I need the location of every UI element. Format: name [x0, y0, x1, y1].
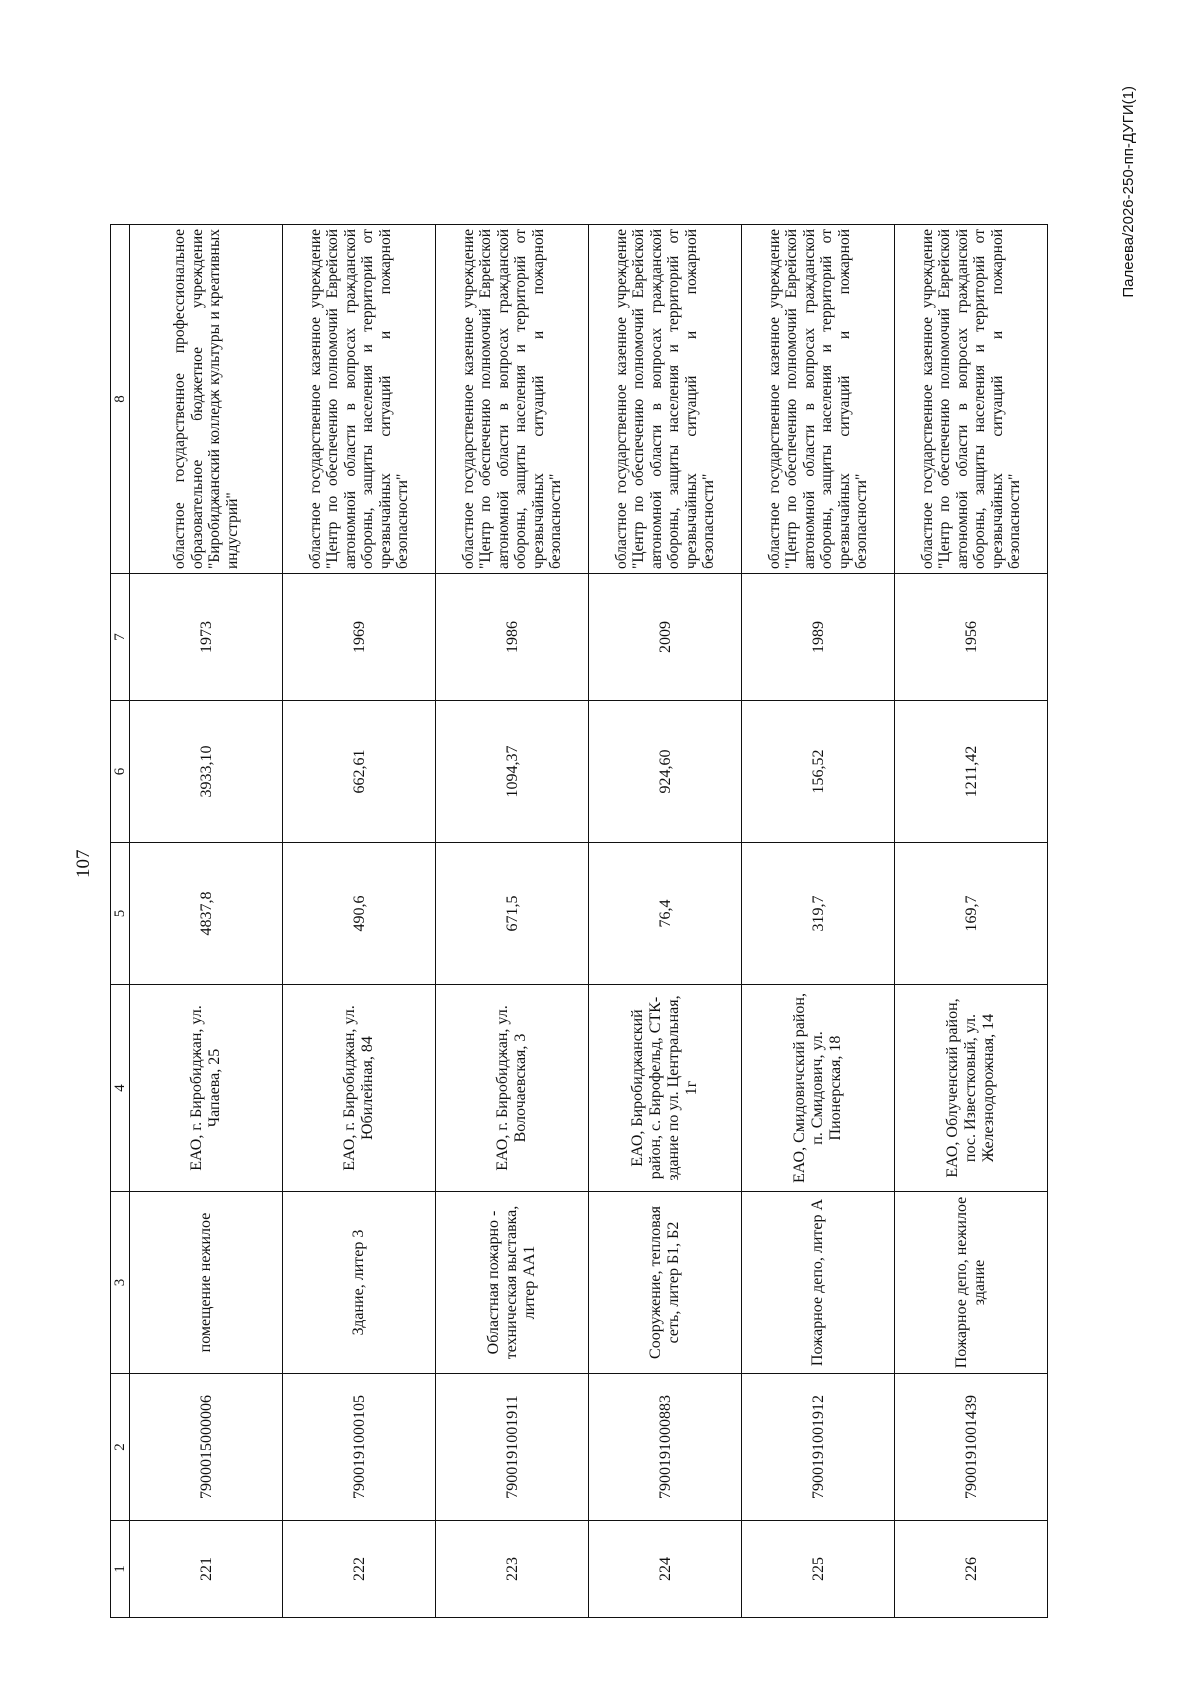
object-name-cell: Сооружение, тепловая сеть, литер Б1, Б2 [589, 1192, 742, 1374]
year-cell: 1973 [130, 574, 283, 701]
value-cell: 924,60 [589, 701, 742, 843]
row-number-cell: 221 [130, 1521, 283, 1618]
registry-code-cell: 7900191001439 [895, 1374, 1048, 1521]
rotated-page-content [65, 68, 1135, 1638]
header-cell: 8 [111, 225, 130, 574]
table-row [283, 225, 436, 1618]
header-cell: 4 [111, 985, 130, 1192]
year-cell: 1986 [436, 574, 589, 701]
year-cell: 2009 [589, 574, 742, 701]
value-cell: 1211,42 [895, 701, 1048, 843]
value-cell: 1094,37 [436, 701, 589, 843]
area-cell: 671,5 [436, 843, 589, 985]
holder-cell: областное государственное казенное учреждение "Центр по обеспечению полномочий Еврейской автономной области в вопросах гражданской обороны, защиты населения и территорий от чрезвычайных ситуаций и пожарной безопасности" [436, 225, 589, 574]
registry-code-cell: 7900015000006 [130, 1374, 283, 1521]
object-name-cell: помещение нежилое [130, 1192, 283, 1374]
row-number-cell: 223 [436, 1521, 589, 1618]
footer-document-code: Палеева/2026-250-пп-ДУГИ(1) [1120, 86, 1137, 298]
area-cell: 76,4 [589, 843, 742, 985]
property-table [110, 224, 1048, 1618]
header-cell: 2 [111, 1374, 130, 1521]
row-number-cell: 225 [742, 1521, 895, 1618]
address-cell: ЕАО, Облученский район, пос. Известковый, ул. Железнодорожная, 14 [895, 985, 1048, 1192]
row-number-cell: 222 [283, 1521, 436, 1618]
header-cell: 3 [111, 1192, 130, 1374]
address-cell: ЕАО, Смидовичский район, п. Смидович, ул. Пионерская, 18 [742, 985, 895, 1192]
holder-cell: областное государственное профессиональное образовательное бюджетное учреждение "Биробиджанский колледж культуры и креативных индустрий" [130, 225, 283, 574]
object-name-cell: Пожарное депо, литер А [742, 1192, 895, 1374]
table-row [130, 225, 283, 1618]
holder-cell: областное государственное казенное учреждение "Центр по обеспечению полномочий Еврейской автономной области в вопросах гражданской обороны, защиты населения и территорий от чрезвычайных ситуаций и пожарной безопасности" [283, 225, 436, 574]
area-cell: 4837,8 [130, 843, 283, 985]
table-header-row [111, 225, 130, 1618]
row-number-cell: 224 [589, 1521, 742, 1618]
header-cell: 5 [111, 843, 130, 985]
page-number: 107 [73, 849, 94, 878]
holder-cell: областное государственное казенное учреждение "Центр по обеспечению полномочий Еврейской автономной области в вопросах гражданской обороны, защиты населения и территорий от чрезвычайных ситуаций и пожарной безопасности" [895, 225, 1048, 574]
area-cell: 319,7 [742, 843, 895, 985]
value-cell: 156,52 [742, 701, 895, 843]
registry-code-cell: 7900191001911 [436, 1374, 589, 1521]
object-name-cell: Здание, литер 3 [283, 1192, 436, 1374]
header-cell: 7 [111, 574, 130, 701]
address-cell: ЕАО, г. Биробиджан, ул. Юбилейная, 84 [283, 985, 436, 1192]
table-row [895, 225, 1048, 1618]
year-cell: 1989 [742, 574, 895, 701]
area-cell: 490,6 [283, 843, 436, 985]
address-cell: ЕАО, г. Биробиджан, ул. Волочаевская, 3 [436, 985, 589, 1192]
row-number-cell: 226 [895, 1521, 1048, 1618]
address-cell: ЕАО, г. Биробиджан, ул. Чапаева, 25 [130, 985, 283, 1192]
year-cell: 1969 [283, 574, 436, 701]
registry-code-cell: 7900191000105 [283, 1374, 436, 1521]
header-cell: 6 [111, 701, 130, 843]
value-cell: 662,61 [283, 701, 436, 843]
table-row [742, 225, 895, 1618]
holder-cell: областное государственное казенное учреждение "Центр по обеспечению полномочий Еврейской автономной области в вопросах гражданской обороны, защиты населения и территорий от чрезвычайных ситуаций и пожарной безопасности" [589, 225, 742, 574]
object-name-cell: Областная пожарно - техническая выставка, литер АА1 [436, 1192, 589, 1374]
table-row [589, 225, 742, 1618]
table-row [436, 225, 589, 1618]
address-cell: ЕАО, Биробиджанский район, с. Бирофельд, СТК-здание по ул. Центральная, 1г [589, 985, 742, 1192]
registry-code-cell: 7900191001912 [742, 1374, 895, 1521]
registry-code-cell: 7900191000883 [589, 1374, 742, 1521]
object-name-cell: Пожарное депо, нежилое здание [895, 1192, 1048, 1374]
header-cell: 1 [111, 1521, 130, 1618]
area-cell: 169,7 [895, 843, 1048, 985]
year-cell: 1956 [895, 574, 1048, 701]
holder-cell: областное государственное казенное учреждение "Центр по обеспечению полномочий Еврейской автономной области в вопросах гражданской обороны, защиты населения и территорий от чрезвычайных ситуаций и пожарной безопасности" [742, 225, 895, 574]
value-cell: 3933,10 [130, 701, 283, 843]
